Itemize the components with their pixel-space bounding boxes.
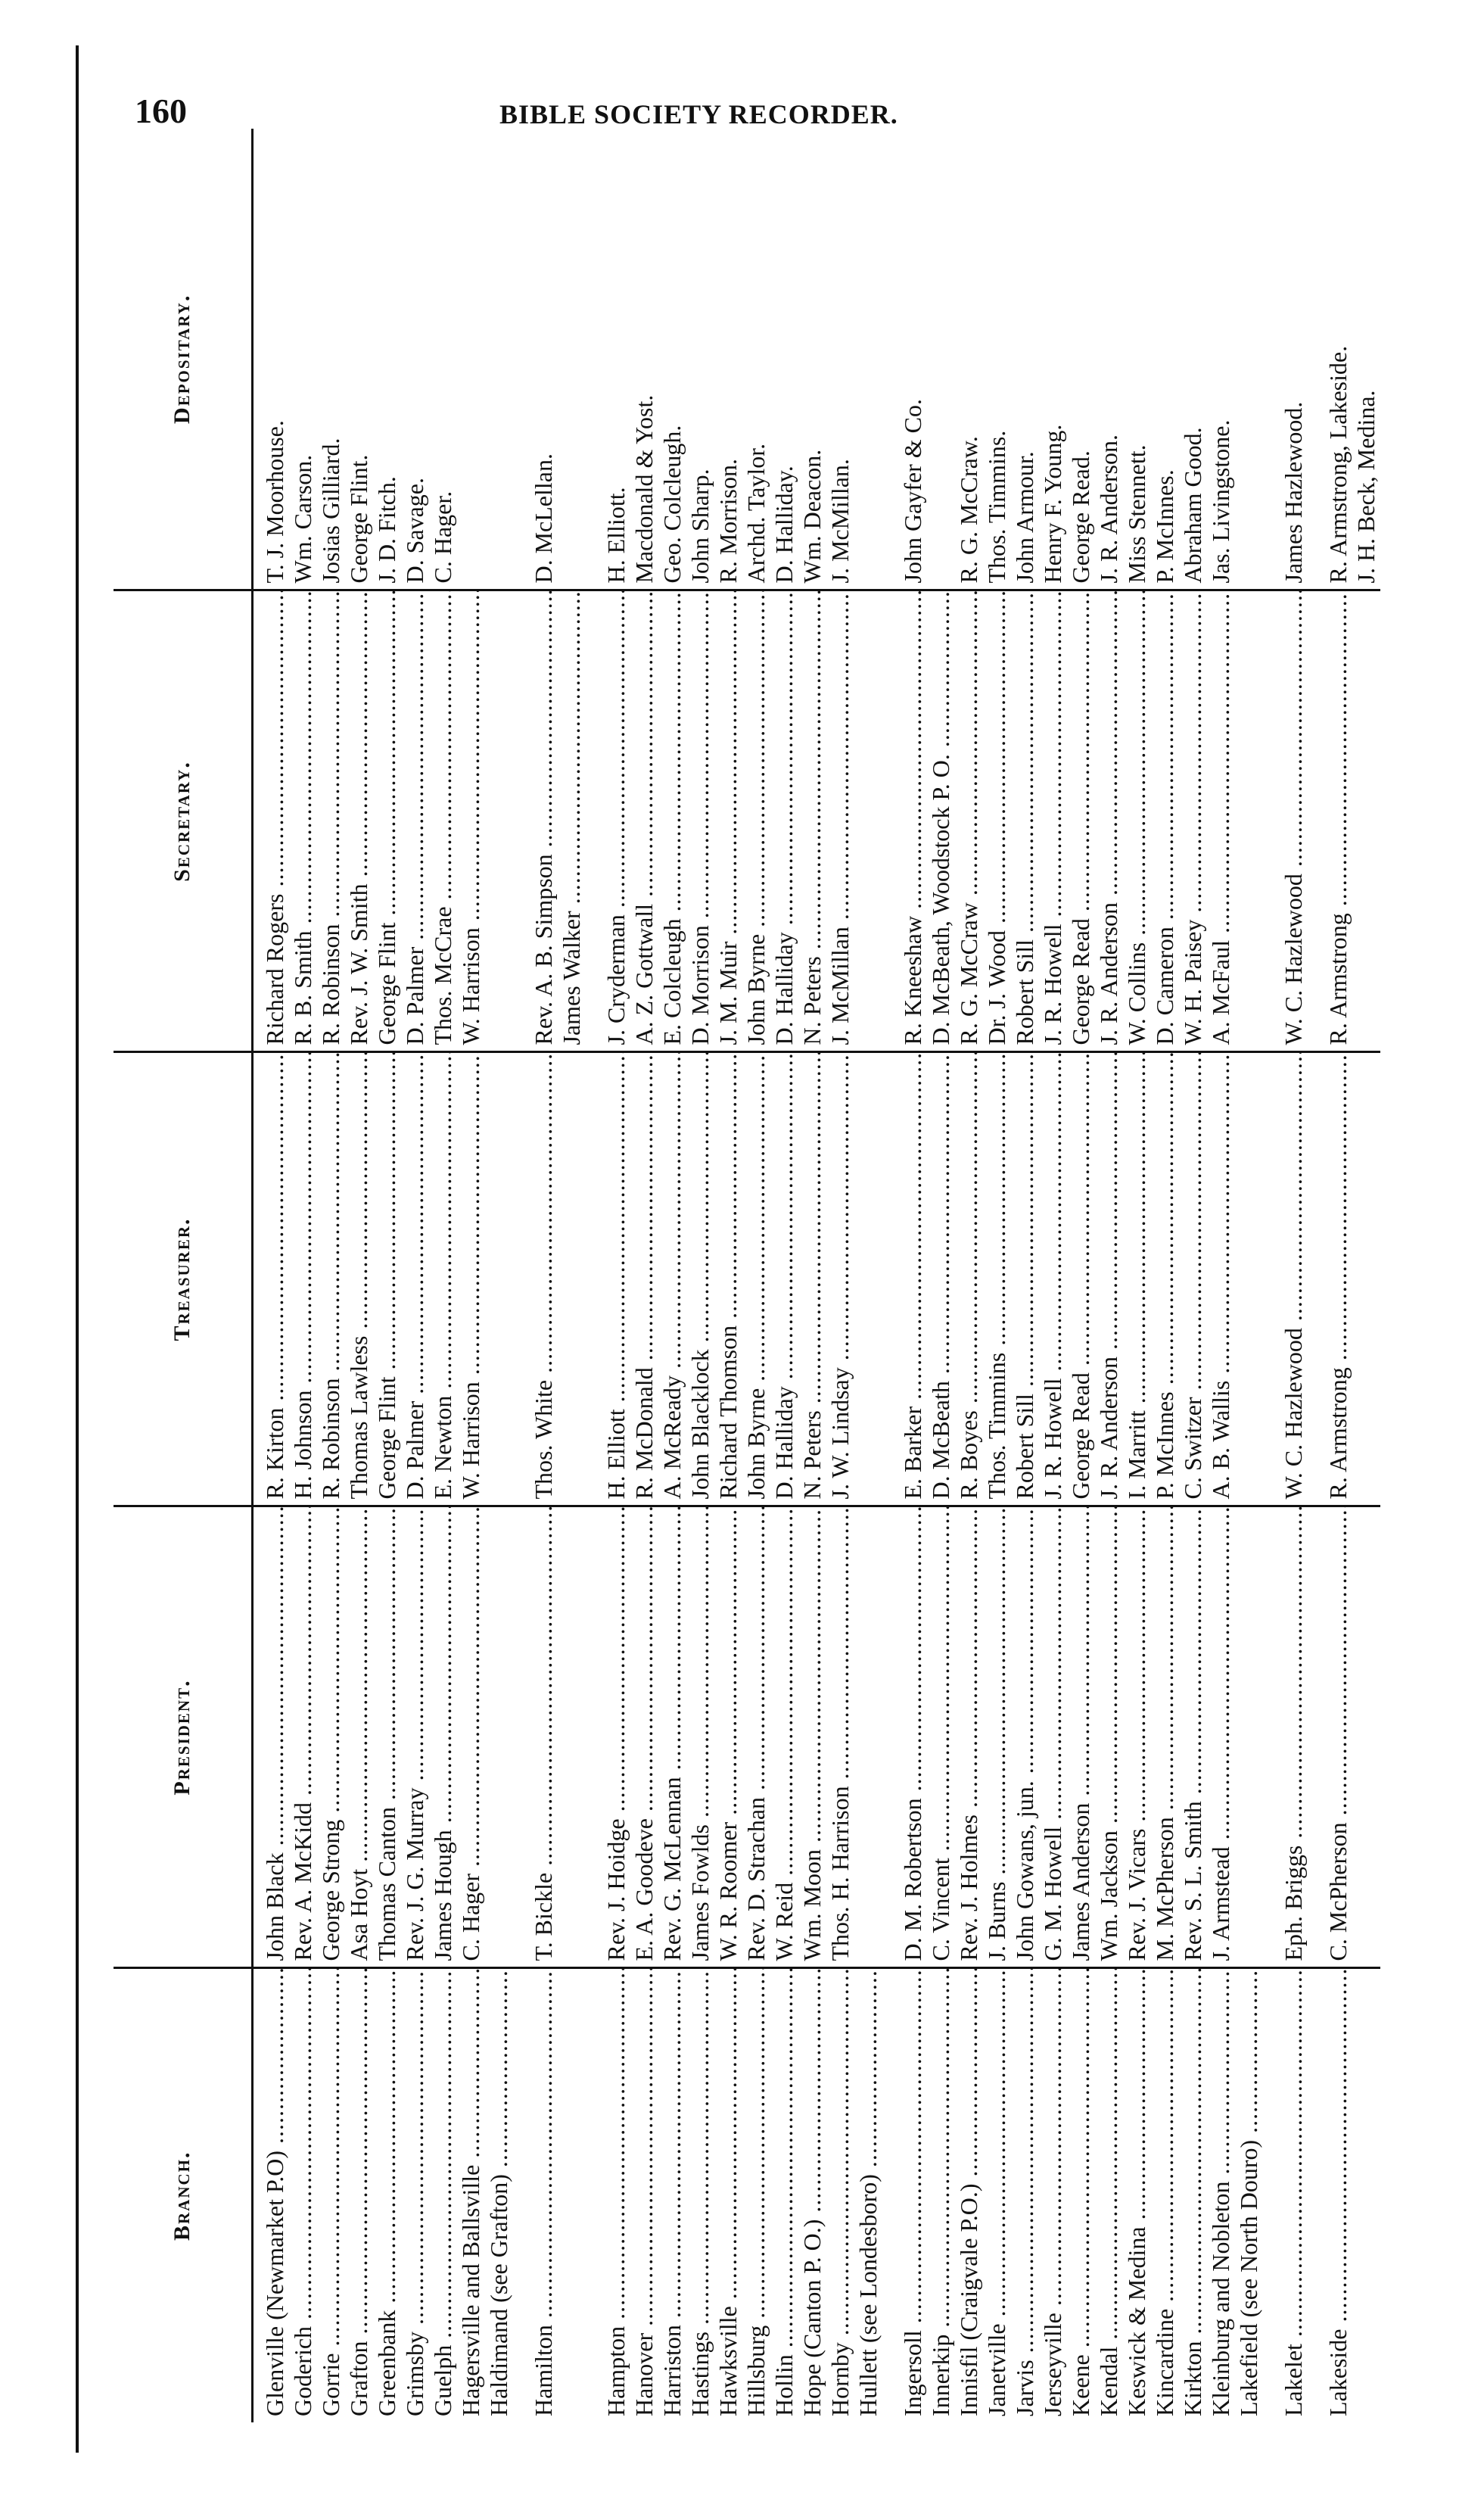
cell-president: James Anderson ..... <box>1067 1506 1095 1968</box>
cell-branch: Ingersoll ..... <box>899 1968 927 2422</box>
cell-branch: Kleinburg and Nobleton ..... <box>1207 1968 1235 2422</box>
cell-branch: Glenville (Newmarket P.O) ..... <box>253 1968 290 2422</box>
cell-treasurer: Thos. Timmins ..... <box>983 1052 1011 1506</box>
cell-secretary: George Flint ..... <box>373 590 401 1052</box>
table-row <box>1235 129 1263 2422</box>
cell-depositary: H. Elliott. <box>602 129 630 590</box>
cell-president: Eph. Briggs ..... <box>1280 1506 1308 1968</box>
table-row <box>1352 129 1380 2422</box>
cell-treasurer: W. C. Hazlewood ..... <box>1280 1052 1308 1506</box>
table-row <box>289 129 317 2422</box>
cell-president: C. Vincent ..... <box>927 1506 955 1968</box>
cell-secretary: E. Colcleugh ..... <box>658 590 686 1052</box>
branch-table <box>114 129 1380 2422</box>
cell-secretary: Robert Sill ..... <box>1011 590 1039 1052</box>
cell-president: Asa Hoyt ..... <box>345 1506 373 1968</box>
cell-branch: Kendal ..... <box>1095 1968 1123 2422</box>
cell-branch: Hullett (see Londesboro) ..... <box>854 1968 882 2422</box>
cell-branch: Kincardine ..... <box>1151 1968 1179 2422</box>
cell-president: J. Armstead ..... <box>1207 1506 1235 1968</box>
table-row <box>558 129 586 2422</box>
cell-depositary: Jas. Livingstone. <box>1207 129 1235 590</box>
cell-secretary: J. R. Howell ..... <box>1039 590 1067 1052</box>
cell-secretary: A. McFaul ..... <box>1207 590 1235 1052</box>
cell-branch: Hawksville ..... <box>714 1968 742 2422</box>
table-row <box>317 129 345 2422</box>
spacer-cell <box>1263 129 1280 590</box>
cell-president: Wm. Jackson ..... <box>1095 1506 1123 1968</box>
cell-depositary: Miss Stennett. <box>1123 129 1151 590</box>
cell-branch: Hagersville and Ballsville ..... <box>457 1968 485 2422</box>
spacer-cell <box>882 1052 899 1506</box>
cell-secretary: D. Palmer ..... <box>401 590 429 1052</box>
table-row <box>602 129 630 2422</box>
spacer-cell <box>1263 590 1280 1052</box>
cell-depositary <box>854 129 882 590</box>
cell-treasurer <box>558 1052 586 1506</box>
cell-depositary <box>457 129 485 590</box>
cell-secretary: Thos. McCrae ..... <box>429 590 457 1052</box>
cell-secretary: D. Cameron ..... <box>1151 590 1179 1052</box>
cell-branch: Grimsby ..... <box>401 1968 429 2422</box>
cell-depositary: R. G. McCraw. <box>955 129 983 590</box>
cell-depositary: Geo. Colcleugh. <box>658 129 686 590</box>
cell-depositary: R. Armstrong, Lakeside. <box>1324 129 1352 590</box>
cell-branch: Lakelet ..... <box>1280 1968 1308 2422</box>
table-row <box>955 129 983 2422</box>
cell-branch: Hanover ..... <box>630 1968 658 2422</box>
group-spacer <box>1263 129 1280 2422</box>
header-depositary: Depositary. <box>114 129 253 590</box>
cell-secretary: J. R. Anderson ..... <box>1095 590 1123 1052</box>
cell-president: James Hough ..... <box>429 1506 457 1968</box>
cell-treasurer: C. Switzer ..... <box>1179 1052 1207 1506</box>
cell-depositary: Archd. Taylor. <box>742 129 770 590</box>
spacer-cell <box>586 129 602 590</box>
cell-treasurer: E. Barker ..... <box>899 1052 927 1506</box>
cell-treasurer: I. Marritt ..... <box>1123 1052 1151 1506</box>
cell-depositary: C. Hager. <box>429 129 457 590</box>
cell-branch: Innerkip ..... <box>927 1968 955 2422</box>
cell-president: Rev. J. G. Murray ..... <box>401 1506 429 1968</box>
header-treasurer: Treasurer. <box>114 1052 253 1506</box>
table-row <box>826 129 854 2422</box>
cell-branch: Gorrie ..... <box>317 1968 345 2422</box>
cell-president: M. McPherson ..... <box>1151 1506 1179 1968</box>
spacer-cell <box>1263 1968 1280 2422</box>
cell-branch: Hornby ..... <box>826 1968 854 2422</box>
cell-depositary: John Gayfer & Co. <box>899 129 927 590</box>
spacer-cell <box>882 129 899 590</box>
cell-depositary: J. D. Fitch. <box>373 129 401 590</box>
cell-depositary: George Read. <box>1067 129 1095 590</box>
group-spacer <box>882 129 899 2422</box>
cell-branch: Haldimand (see Grafton) ..... <box>485 1968 513 2422</box>
cell-treasurer <box>1235 1052 1263 1506</box>
cell-secretary: W. C. Hazlewood ..... <box>1280 590 1308 1052</box>
cell-treasurer: Richard Thomson ..... <box>714 1052 742 1506</box>
cell-depositary: J. H. Beck, Medina. <box>1352 129 1380 590</box>
cell-depositary: Henry F. Young. <box>1039 129 1067 590</box>
cell-secretary: N. Peters ..... <box>798 590 826 1052</box>
cell-president: Rev. J. Vicars ..... <box>1123 1506 1151 1968</box>
cell-branch: Janetville ..... <box>983 1968 1011 2422</box>
spacer-cell <box>1308 129 1324 590</box>
cell-treasurer: D. Palmer ..... <box>401 1052 429 1506</box>
cell-secretary: W. Collins ..... <box>1123 590 1151 1052</box>
table-row <box>1067 129 1095 2422</box>
table-body <box>253 129 1381 2422</box>
header-branch: Branch. <box>114 1968 253 2422</box>
cell-branch: Hollin ..... <box>770 1968 798 2422</box>
cell-branch: Lakeside ..... <box>1324 1968 1352 2422</box>
cell-president: E. A. Goodeve ..... <box>630 1506 658 1968</box>
cell-treasurer: Robert Sill ..... <box>1011 1052 1039 1506</box>
table-row <box>658 129 686 2422</box>
cell-president: John Black ..... <box>253 1506 290 1968</box>
table-row <box>899 129 927 2422</box>
cell-depositary: Thos. Timmins. <box>983 129 1011 590</box>
cell-treasurer: W. Harrison ..... <box>457 1052 485 1506</box>
cell-secretary: W. H. Paisey ..... <box>1179 590 1207 1052</box>
spacer-cell <box>1308 1506 1324 1968</box>
cell-secretary: R. Robinson ..... <box>317 590 345 1052</box>
spacer-cell <box>586 1506 602 1968</box>
table-row <box>1207 129 1235 2422</box>
table-row <box>742 129 770 2422</box>
cell-treasurer: R. Armstrong ..... <box>1324 1052 1352 1506</box>
cell-depositary: Wm. Deacon. <box>798 129 826 590</box>
cell-branch: Jarvis ..... <box>1011 1968 1039 2422</box>
spacer-cell <box>513 129 530 590</box>
group-spacer <box>513 129 530 2422</box>
cell-president: George Strong ..... <box>317 1506 345 1968</box>
cell-branch: Hillsburg ..... <box>742 1968 770 2422</box>
spacer-cell <box>513 590 530 1052</box>
cell-depositary: Macdonald & Yost. <box>630 129 658 590</box>
cell-president: Thos. H. Harrison ..... <box>826 1506 854 1968</box>
cell-branch: Kirkton ..... <box>1179 1968 1207 2422</box>
cell-president <box>558 1506 586 1968</box>
spacer-cell <box>1308 1052 1324 1506</box>
cell-president: C. Hager ..... <box>457 1506 485 1968</box>
spacer-cell <box>513 1052 530 1506</box>
cell-treasurer: J. W. Lindsay ..... <box>826 1052 854 1506</box>
cell-secretary: R. G. McCraw ..... <box>955 590 983 1052</box>
cell-president: J. Burns ..... <box>983 1506 1011 1968</box>
cell-treasurer: John Byrne ..... <box>742 1052 770 1506</box>
cell-secretary: Rev. A. B. Simpson ..... <box>530 590 558 1052</box>
cell-depositary: J. McMillan. <box>826 129 854 590</box>
table-row <box>686 129 714 2422</box>
cell-secretary: J. McMillan ..... <box>826 590 854 1052</box>
cell-president: Wm. Moon ..... <box>798 1506 826 1968</box>
spacer-cell <box>882 590 899 1052</box>
cell-secretary: D. McBeath, Woodstock P. O. ..... <box>927 590 955 1052</box>
cell-president: Rev. A. McKidd ..... <box>289 1506 317 1968</box>
table-row <box>373 129 401 2422</box>
cell-branch: Hampton ..... <box>602 1968 630 2422</box>
cell-treasurer: H. Johnson ..... <box>289 1052 317 1506</box>
table-row <box>714 129 742 2422</box>
table-row <box>253 129 290 2422</box>
cell-branch <box>558 1968 586 2422</box>
table-row <box>401 129 429 2422</box>
cell-treasurer: R. Robinson ..... <box>317 1052 345 1506</box>
cell-depositary: John Sharp. <box>686 129 714 590</box>
cell-secretary: D. Halliday ..... <box>770 590 798 1052</box>
running-head: BIBLE SOCIETY RECORDER. <box>499 99 898 129</box>
cell-president <box>854 1506 882 1968</box>
table-header-row <box>114 129 253 2422</box>
cell-treasurer <box>485 1052 513 1506</box>
cell-treasurer: E. Newton ..... <box>429 1052 457 1506</box>
cell-secretary: J. M. Muir ..... <box>714 590 742 1052</box>
cell-secretary: J. Cryderman ..... <box>602 590 630 1052</box>
cell-secretary: Richard Rogers ..... <box>253 590 290 1052</box>
cell-depositary: James Hazlewood. <box>1280 129 1308 590</box>
cell-secretary <box>854 590 882 1052</box>
table-row <box>798 129 826 2422</box>
cell-president: C. McPherson ..... <box>1324 1506 1352 1968</box>
cell-depositary <box>485 129 513 590</box>
group-spacer <box>1308 129 1324 2422</box>
cell-depositary: R. Morrison. <box>714 129 742 590</box>
table-row <box>1095 129 1123 2422</box>
cell-branch: Keene ..... <box>1067 1968 1095 2422</box>
table-row <box>1151 129 1179 2422</box>
cell-depositary: Abraham Good. <box>1179 129 1207 590</box>
cell-treasurer: John Blacklock ..... <box>686 1052 714 1506</box>
cell-branch <box>1352 1968 1380 2422</box>
cell-president <box>485 1506 513 1968</box>
cell-secretary: John Byrne ..... <box>742 590 770 1052</box>
cell-depositary: J. R. Anderson. <box>1095 129 1123 590</box>
table-row <box>1011 129 1039 2422</box>
cell-branch: Harriston ..... <box>658 1968 686 2422</box>
table-row <box>630 129 658 2422</box>
cell-secretary: R. Kneeshaw ..... <box>899 590 927 1052</box>
table-row <box>429 129 457 2422</box>
cell-secretary: Dr. J. Wood ..... <box>983 590 1011 1052</box>
cell-treasurer <box>854 1052 882 1506</box>
cell-treasurer: A. B. Wallis ..... <box>1207 1052 1235 1506</box>
cell-treasurer: R. McDonald ..... <box>630 1052 658 1506</box>
cell-secretary <box>1352 590 1380 1052</box>
cell-treasurer: J. R. Anderson ..... <box>1095 1052 1123 1506</box>
cell-treasurer: George Flint ..... <box>373 1052 401 1506</box>
spacer-cell <box>1263 1052 1280 1506</box>
cell-treasurer: A. McReady ..... <box>658 1052 686 1506</box>
table-row <box>770 129 798 2422</box>
cell-treasurer: D. Halliday ..... <box>770 1052 798 1506</box>
table-row <box>457 129 485 2422</box>
cell-president: T. Bickle ..... <box>530 1506 558 1968</box>
cell-president: Rev. S. L. Smith ..... <box>1179 1506 1207 1968</box>
cell-secretary: W. Harrison ..... <box>457 590 485 1052</box>
table-row <box>927 129 955 2422</box>
cell-branch: Jerseyville ..... <box>1039 1968 1067 2422</box>
spacer-cell <box>882 1506 899 1968</box>
header-president: President. <box>114 1506 253 1968</box>
cell-depositary: D. McLellan. <box>530 129 558 590</box>
cell-president: John Gowans, jun. ..... <box>1011 1506 1039 1968</box>
cell-president: Rev. D. Strachan ..... <box>742 1506 770 1968</box>
cell-depositary: D. Halliday. <box>770 129 798 590</box>
cell-president: G. M. Howell ..... <box>1039 1506 1067 1968</box>
cell-president: Rev. J. Holmes ..... <box>955 1506 983 1968</box>
cell-branch: Hamilton ..... <box>530 1968 558 2422</box>
cell-treasurer: R. Boyes ..... <box>955 1052 983 1506</box>
table-row <box>485 129 513 2422</box>
spacer-cell <box>1308 590 1324 1052</box>
cell-depositary: Josias Gilliard. <box>317 129 345 590</box>
header-secretary: Secretary. <box>114 590 253 1052</box>
cell-branch: Guelph ..... <box>429 1968 457 2422</box>
spacer-cell <box>513 1506 530 1968</box>
table-row <box>1039 129 1067 2422</box>
cell-secretary: James Walker ..... <box>558 590 586 1052</box>
cell-branch: Innisfil (Craigvale P.O.) ..... <box>955 1968 983 2422</box>
cell-secretary: D. Morrison ..... <box>686 590 714 1052</box>
cell-depositary: T. J. Moorhouse. <box>253 129 290 590</box>
table-row <box>345 129 373 2422</box>
cell-president: W. Reid ..... <box>770 1506 798 1968</box>
cell-treasurer: R. Kirton ..... <box>253 1052 290 1506</box>
table-row <box>1123 129 1151 2422</box>
table-row <box>1179 129 1207 2422</box>
page-number: 160 <box>135 92 187 130</box>
group-spacer <box>586 129 602 2422</box>
cell-branch: Hope (Canton P. O.) ..... <box>798 1968 826 2422</box>
cell-secretary: A. Z. Gottwall ..... <box>630 590 658 1052</box>
cell-treasurer: N. Peters ..... <box>798 1052 826 1506</box>
cell-treasurer: J. R. Howell ..... <box>1039 1052 1067 1506</box>
branch-table-rotated <box>114 129 1380 2422</box>
cell-secretary: R. Armstrong ..... <box>1324 590 1352 1052</box>
table-row <box>530 129 558 2422</box>
spacer-cell <box>586 1968 602 2422</box>
cell-branch: Keswick & Medina ..... <box>1123 1968 1151 2422</box>
cell-secretary <box>485 590 513 1052</box>
spacer-cell <box>1308 1968 1324 2422</box>
cell-branch: Goderich ..... <box>289 1968 317 2422</box>
cell-president: D. M. Robertson ..... <box>899 1506 927 1968</box>
spacer-cell <box>513 1968 530 2422</box>
cell-president: W. R. Roomer ..... <box>714 1506 742 1968</box>
cell-secretary <box>1235 590 1263 1052</box>
cell-treasurer: Thomas Lawless ..... <box>345 1052 373 1506</box>
cell-depositary <box>1235 129 1263 590</box>
cell-president: Rev. J. Hoidge ..... <box>602 1506 630 1968</box>
table-row <box>1280 129 1308 2422</box>
cell-branch: Lakefield (see North Douro) ..... <box>1235 1968 1263 2422</box>
cell-secretary: Rev. J. W. Smith ..... <box>345 590 373 1052</box>
cell-depositary: George Flint. <box>345 129 373 590</box>
cell-treasurer: George Read ..... <box>1067 1052 1095 1506</box>
cell-president: James Fowlds ..... <box>686 1506 714 1968</box>
spacer-cell <box>1263 1506 1280 1968</box>
table-row <box>854 129 882 2422</box>
cell-president <box>1235 1506 1263 1968</box>
cell-depositary <box>558 129 586 590</box>
cell-branch: Grafton ..... <box>345 1968 373 2422</box>
cell-depositary: Wm. Carson. <box>289 129 317 590</box>
cell-secretary: George Read ..... <box>1067 590 1095 1052</box>
cell-president: Thomas Canton ..... <box>373 1506 401 1968</box>
cell-president <box>1352 1506 1380 1968</box>
spacer-cell <box>882 1968 899 2422</box>
cell-president: Rev. G. McLennan ..... <box>658 1506 686 1968</box>
cell-treasurer: Thos. White ..... <box>530 1052 558 1506</box>
cell-treasurer: D. McBeath ..... <box>927 1052 955 1506</box>
cell-branch: Hastings ..... <box>686 1968 714 2422</box>
spacer-cell <box>586 1052 602 1506</box>
cell-depositary: D. Savage. <box>401 129 429 590</box>
cell-depositary: John Armour. <box>1011 129 1039 590</box>
table-row <box>983 129 1011 2422</box>
cell-depositary: P. McInnes. <box>1151 129 1179 590</box>
spacer-cell <box>586 590 602 1052</box>
cell-treasurer <box>1352 1052 1380 1506</box>
cell-treasurer: H. Elliott ..... <box>602 1052 630 1506</box>
cell-branch: Greenbank ..... <box>373 1968 401 2422</box>
cell-secretary: R. B. Smith ..... <box>289 590 317 1052</box>
cell-treasurer: P. McInnes ..... <box>1151 1052 1179 1506</box>
table-row <box>1324 129 1352 2422</box>
cell-depositary <box>927 129 955 590</box>
